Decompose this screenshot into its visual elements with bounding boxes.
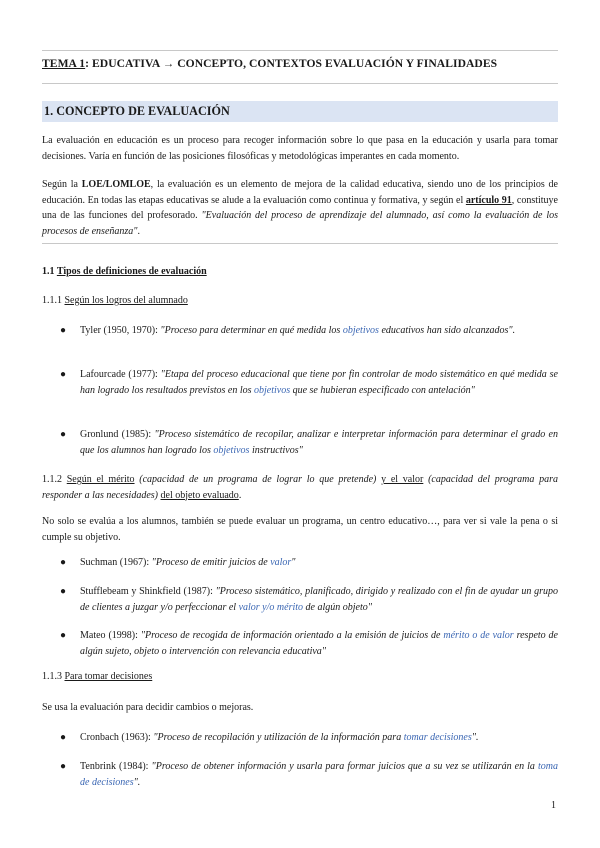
subsection-1-1-heading: 1.1 Tipos de definiciones de evaluación [42,266,207,277]
bullet-icon: ● [60,630,67,641]
bullet-icon: ● [60,732,67,743]
title-prefix: TEMA 1 [42,57,86,70]
article-quote: "Evaluación del proceso de aprendizaje del alumnado, así como la evaluación de los procesos de enseñanza" [42,210,558,237]
page-title [42,57,558,70]
bullet-icon: ● [60,557,67,568]
section-rule [42,243,558,244]
title-rest: : EDUCATIVA → CONCEPTO, CONTEXTOS EVALUACIÓN Y FINALIDADES [85,57,498,70]
section-1-paragraph-1: La evaluación en educación es un proceso para recoger información sobre lo que pasa en la educación y usarla para tomar decisiones. Varía en función de las posiciones filosóficas y metodológicas imperantes en cada momento. [42,135,558,162]
top-rule [42,50,558,51]
section-1-paragraph-2: Según la LOE/LOMLOE, la evaluación es un elemento de mejora de la calidad educativa, siendo uno de los principios de educación. En todas las etapas educativas se alude a la evaluación como continua y formativa, y según el artículo 91, constituye una de las funciones del profesorado. "Evaluación del proceso de aprendizaje del alumnado, así como la evaluación de los procesos de enseñanza". [42,179,558,237]
subsection-1-1-2-heading: 1.1.2 Según el mérito (capacidad de un programa de lograr lo que pretende) y el valor (capacidad del programa para responder a las necesidades) del objeto evaluado. [42,474,558,501]
subsection-1-1-3-paragraph: Se usa la evaluación para decidir cambios o mejoras. [42,702,254,713]
subsection-1-1-2-paragraph: No solo se evalúa a los alumnos, también se puede evaluar un programa, un centro educativo…, para ver si vale la pena o si cumple su objetivo. [42,516,558,543]
title-rule [42,83,558,84]
law-name: LOE/LOMLOE [81,179,151,190]
page-number: 1 [551,800,556,811]
bullet-icon: ● [60,761,67,772]
subsection-1-1-3-heading: 1.1.3 Para tomar decisiones [42,671,153,682]
bullet-icon: ● [60,369,67,380]
bullet-icon: ● [60,586,67,597]
subsection-1-1-1-heading: 1.1.1 Según los logros del alumnado [42,295,188,306]
article-ref: artículo 91 [465,194,512,206]
bullet-icon: ● [60,325,67,336]
section-1-heading: 1. CONCEPTO DE EVALUACIÓN [42,101,558,122]
bullet-icon: ● [60,429,67,440]
